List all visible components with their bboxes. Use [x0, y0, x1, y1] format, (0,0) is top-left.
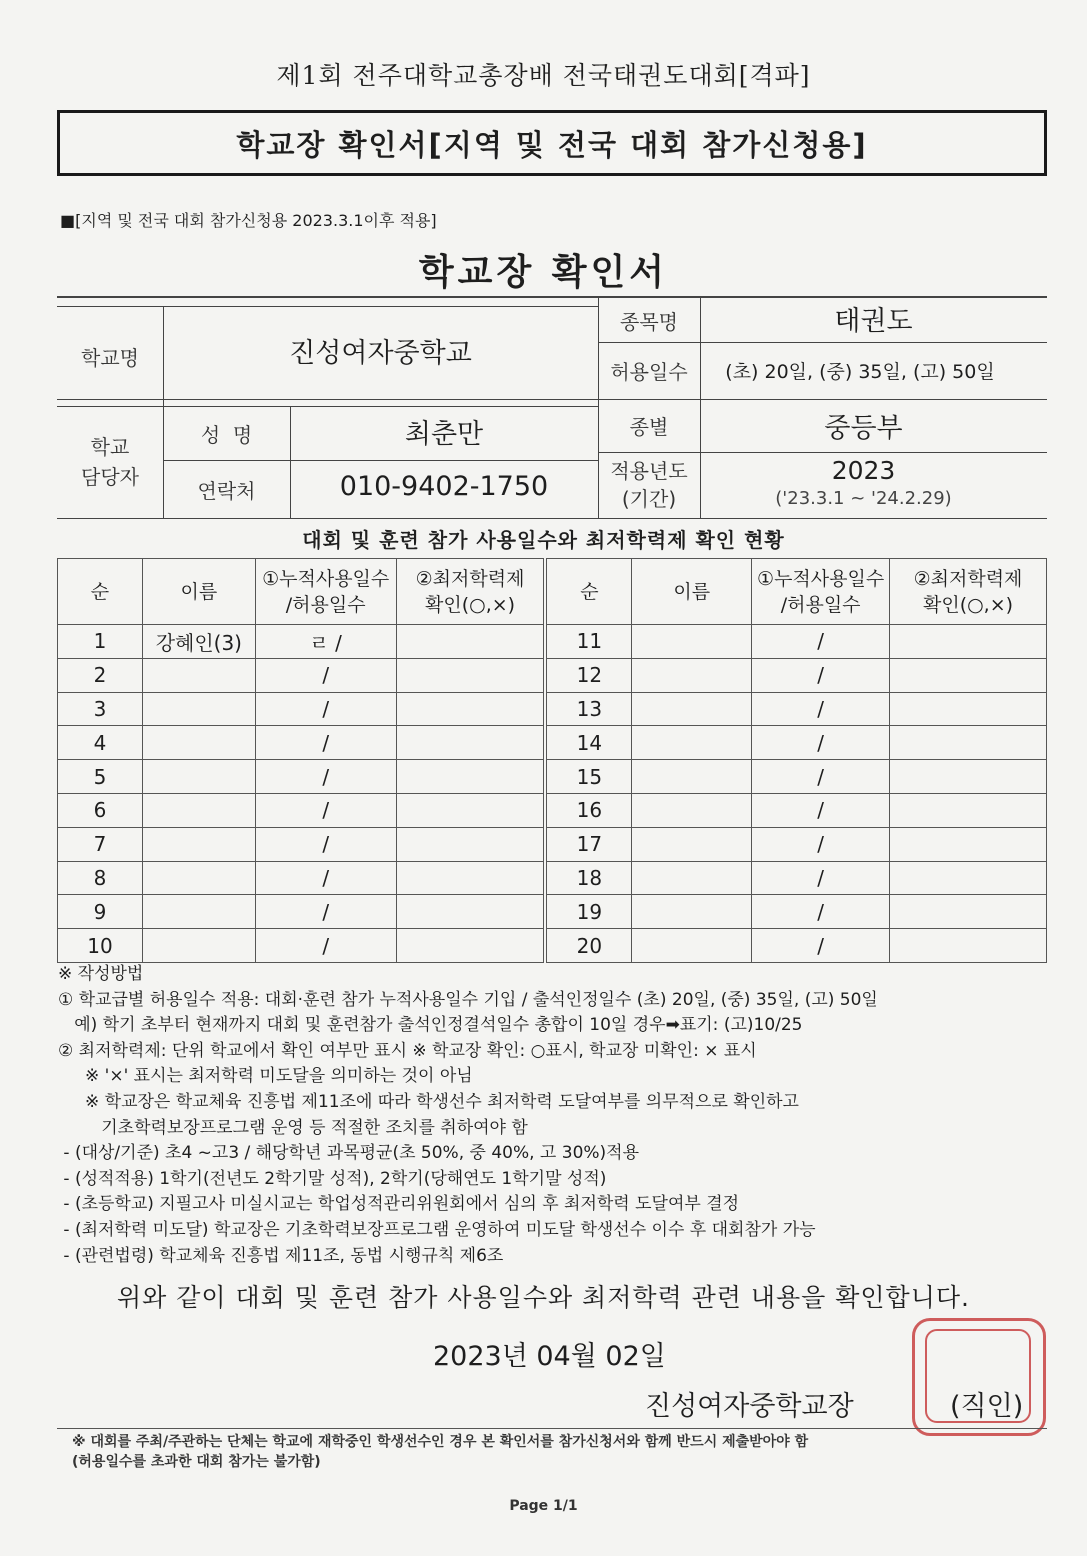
row-number: 20: [547, 929, 632, 963]
principal-title: 진성여자중학교장: [645, 1391, 854, 1422]
roster-row: [58, 929, 1047, 963]
student-name: [632, 692, 752, 726]
min-academic-check: [396, 793, 544, 827]
row-number: 11: [547, 625, 632, 659]
roster-row: [58, 726, 1047, 760]
student-name: [142, 793, 255, 827]
instruction-line: ※ 작성방법: [58, 964, 144, 984]
col-no: 순: [58, 559, 143, 625]
row-number: 10: [58, 929, 143, 963]
student-name: [142, 692, 255, 726]
days-used: /: [255, 658, 396, 692]
student-name: [632, 895, 752, 929]
min-academic-check: [890, 692, 1047, 726]
footer-note: ※ 대회를 주최/주관하는 단체는 학교에 재학중인 학생선수인 경우 본 확인서를 참가신청서와 함께 반드시 제출받아야 함 (허용일수를 초과한 대회 참가는 불가함): [72, 1434, 809, 1470]
instruction-line: - (대상/기준) 초4 ~고3 / 해당학년 과목평균(초 50%, 중 40%, 고 30%)적용: [58, 1143, 640, 1164]
name-value: 최춘만: [404, 418, 484, 450]
roster-header-row: [58, 559, 1047, 625]
days-used: /: [752, 929, 890, 963]
days-value: (초) 20일, (중) 35일, (고) 50일: [725, 361, 995, 383]
student-name: [632, 658, 752, 692]
min-academic-check: [890, 827, 1047, 861]
row-number: 16: [547, 793, 632, 827]
form-title-box: 학교장 확인서[지역 및 전국 대회 참가신청용]: [57, 110, 1047, 176]
row-number: 7: [58, 827, 143, 861]
col-days-2: ①누적사용일수 /허용일수: [752, 559, 890, 625]
school-label: 학교명: [81, 345, 139, 370]
instruction-line: - (성적적용) 1학기(전년도 2학기말 성적), 2학기(당해연도 1학기말 성적): [58, 1168, 607, 1189]
row-number: 13: [547, 692, 632, 726]
days-used: /: [752, 895, 890, 929]
instruction-line: ※ 학교장은 학교체육 진흥법 제11조에 따라 학생선수 최저학력 도달여부를 의무적으로 확인하고: [58, 1091, 799, 1112]
min-academic-check: [396, 625, 544, 659]
min-academic-check: [890, 895, 1047, 929]
sport-value: 태권도: [834, 305, 913, 337]
row-number: 4: [58, 726, 143, 760]
instruction-line: 예) 학기 초부터 현재까지 대회 및 훈련참가 출석인정결석일수 총합이 10일 경우➡표기: (고)10/25: [58, 1015, 803, 1036]
row-number: 3: [58, 692, 143, 726]
days-used: /: [255, 793, 396, 827]
roster-row: [58, 827, 1047, 861]
days-used: /: [752, 726, 890, 760]
min-academic-check: [890, 861, 1047, 895]
min-academic-check: [890, 760, 1047, 794]
confirm-statement: 위와 같이 대회 및 훈련 참가 사용일수와 최저학력 관련 내용을 확인합니다.: [117, 1283, 970, 1312]
row-number: 2: [58, 658, 143, 692]
student-name: [142, 760, 255, 794]
student-name: [142, 929, 255, 963]
student-name: [632, 760, 752, 794]
student-name: [142, 658, 255, 692]
status-title: 대회 및 훈련 참가 사용일수와 최저학력제 확인 현황: [302, 528, 785, 552]
min-academic-check: [890, 929, 1047, 963]
row-number: 6: [58, 793, 143, 827]
roster-row: [58, 760, 1047, 794]
row-number: 14: [547, 726, 632, 760]
instruction-line: ② 최저학력제: 단위 학교에서 확인 여부만 표시 ※ 학교장 확인: ○표시, 학교장 미확인: × 표시: [58, 1040, 757, 1061]
student-name: 강혜인(3): [142, 625, 255, 659]
division-value: 중등부: [824, 413, 903, 444]
days-used: /: [255, 895, 396, 929]
instruction-line: - (관련법령) 학교체육 진흥법 제11조, 동법 시행규칙 제6조: [58, 1245, 504, 1266]
min-academic-check: [396, 929, 544, 963]
roster-row: [58, 625, 1047, 659]
division-label: 종별: [629, 415, 669, 439]
col-days: ①누적사용일수 /허용일수: [255, 559, 396, 625]
instruction-line: 기초학력보장프로그램 운영 등 적절한 조치를 취하여야 함: [58, 1117, 528, 1138]
min-academic-check: [396, 726, 544, 760]
row-number: 17: [547, 827, 632, 861]
contact-label: 연락처: [197, 478, 256, 503]
days-used: /: [752, 827, 890, 861]
student-name: [142, 895, 255, 929]
col-no-2: 순: [547, 559, 632, 625]
issue-date: 2023년 04월 02일: [433, 1341, 666, 1372]
row-number: 8: [58, 861, 143, 895]
year-value: 2023: [831, 456, 896, 485]
student-name: [632, 827, 752, 861]
days-used: /: [255, 827, 396, 861]
student-name: [632, 625, 752, 659]
writing-instructions: [58, 962, 1048, 1269]
seal-label: (직인): [950, 1391, 1024, 1422]
days-used: /: [752, 692, 890, 726]
col-min-2: ②최저학력제 확인(○,×): [890, 559, 1047, 625]
event-title: 제1회 전주대학교총장배 전국태권도대회[격파]: [276, 61, 811, 90]
instruction-line: ① 학교급별 허용일수 적용: 대회·훈련 참가 누적사용일수 기입 / 출석인정일수 (초) 20일, (중) 35일, (고) 50일: [58, 989, 878, 1010]
student-name: [632, 726, 752, 760]
student-name: [142, 726, 255, 760]
student-name: [632, 793, 752, 827]
days-used: /: [255, 861, 396, 895]
student-name: [142, 827, 255, 861]
school-value: 진성여자중학교: [289, 337, 472, 369]
footer-divider: [57, 1428, 1047, 1429]
col-name: 이름: [142, 559, 255, 625]
days-used: /: [752, 658, 890, 692]
roster-row: [58, 692, 1047, 726]
days-used: /: [752, 861, 890, 895]
days-used: /: [255, 726, 396, 760]
student-name: [632, 861, 752, 895]
year-label: 적용년도 (기간): [610, 459, 688, 511]
row-number: 19: [547, 895, 632, 929]
min-academic-check: [890, 625, 1047, 659]
min-academic-check: [890, 726, 1047, 760]
col-name-2: 이름: [632, 559, 752, 625]
days-used: /: [255, 692, 396, 726]
row-number: 5: [58, 760, 143, 794]
min-academic-check: [396, 692, 544, 726]
days-used: ㄹ /: [255, 625, 396, 659]
roster-row: [58, 793, 1047, 827]
days-used: /: [752, 760, 890, 794]
roster-table: [57, 558, 1047, 963]
student-name: [632, 929, 752, 963]
year-period: ('23.3.1 ~ '24.2.29): [775, 488, 952, 509]
min-academic-check: [396, 658, 544, 692]
row-number: 9: [58, 895, 143, 929]
min-academic-check: [890, 658, 1047, 692]
name-label: 성 명: [200, 422, 253, 447]
document-title: 학교장 확인서: [418, 252, 669, 293]
days-used: /: [752, 625, 890, 659]
roster-row: [58, 895, 1047, 929]
instruction-line: - (최저학력 미도달) 학교장은 기초학력보장프로그램 운영하여 미도달 학생선수 이수 후 대회참가 가능: [58, 1219, 816, 1240]
student-name: [142, 861, 255, 895]
instruction-line: ※ '×' 표시는 최저학력 미도달을 의미하는 것이 아님: [58, 1066, 473, 1087]
min-academic-check: [396, 827, 544, 861]
min-academic-check: [890, 793, 1047, 827]
col-min: ②최저학력제 확인(○,×): [396, 559, 544, 625]
year-value-cell: [700, 452, 1027, 518]
manager-label: 학교 담당자: [81, 435, 139, 489]
row-number: 15: [547, 760, 632, 794]
instruction-line: - (초등학교) 지필고사 미실시교는 학업성적관리위원회에서 심의 후 최저학력 도달여부 결정: [58, 1194, 740, 1215]
roster-row: [58, 658, 1047, 692]
days-used: /: [752, 793, 890, 827]
row-number: 18: [547, 861, 632, 895]
row-number: 1: [58, 625, 143, 659]
days-label: 허용일수: [610, 360, 688, 384]
page-number: Page 1/1: [509, 1498, 578, 1514]
min-academic-check: [396, 895, 544, 929]
row-number: 12: [547, 658, 632, 692]
days-used: /: [255, 760, 396, 794]
apply-note: ■[지역 및 전국 대회 참가신청용 2023.3.1이후 적용]: [60, 211, 437, 230]
contact-value: 010-9402-1750: [339, 470, 549, 502]
sport-label: 종목명: [620, 309, 678, 334]
days-used: /: [255, 929, 396, 963]
roster-row: [58, 861, 1047, 895]
min-academic-check: [396, 861, 544, 895]
min-academic-check: [396, 760, 544, 794]
